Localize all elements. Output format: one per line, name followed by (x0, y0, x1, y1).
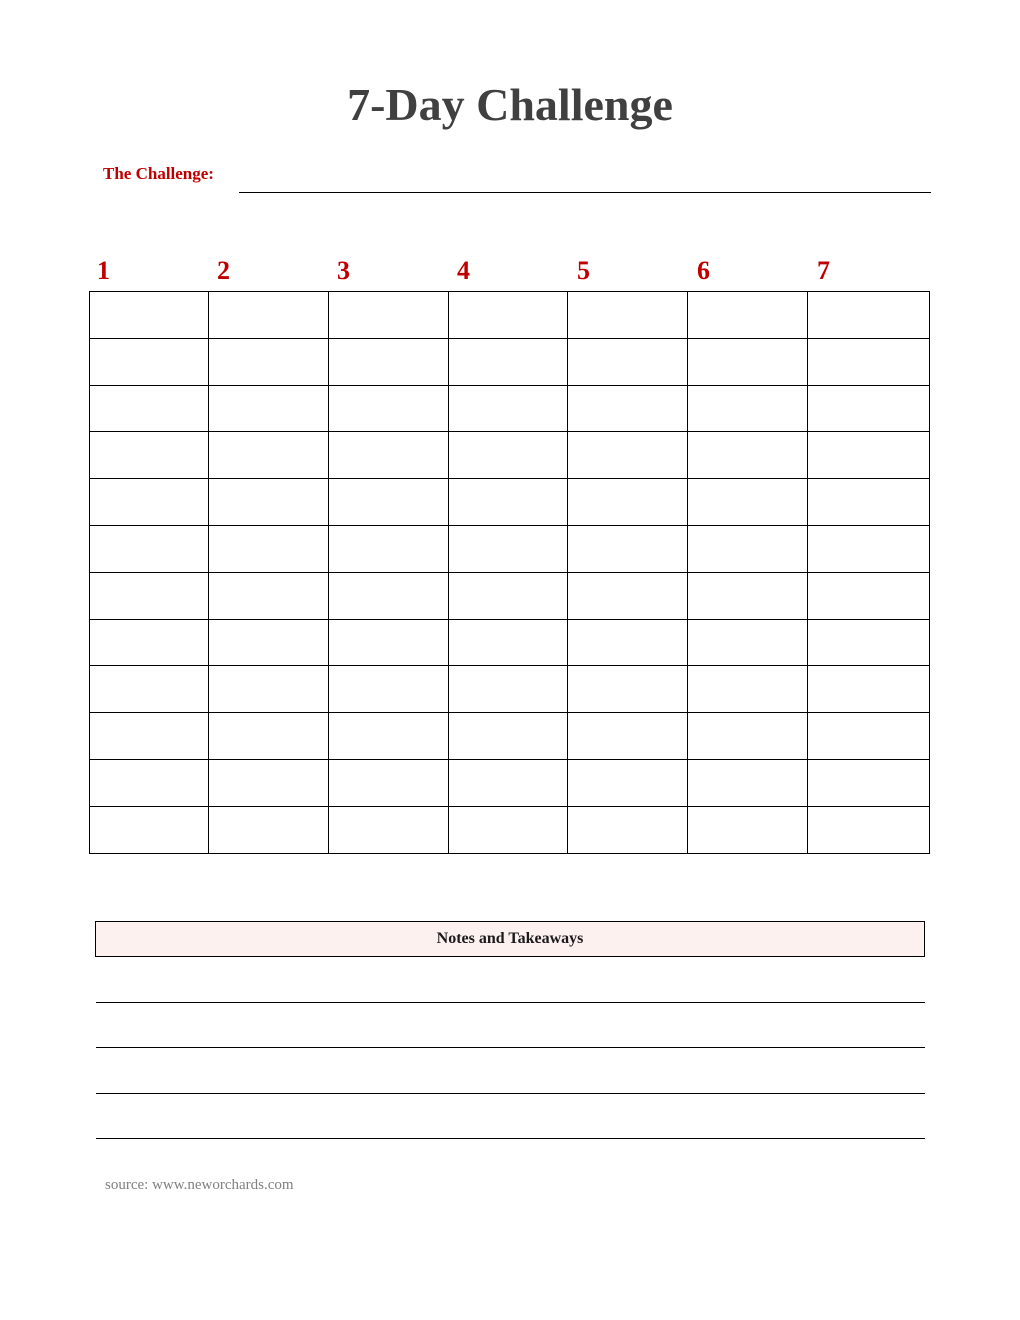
tracker-cell[interactable] (448, 619, 568, 666)
tracker-grid (89, 291, 930, 854)
day-number-1: 1 (97, 256, 110, 285)
tracker-cell[interactable] (808, 525, 930, 572)
day-number-3: 3 (337, 256, 350, 285)
tracker-cell[interactable] (90, 759, 209, 806)
tracker-cell[interactable] (90, 385, 209, 432)
tracker-cell[interactable] (448, 432, 568, 479)
tracker-cell[interactable] (328, 572, 448, 619)
tracker-cell[interactable] (808, 292, 930, 339)
tracker-cell[interactable] (208, 759, 328, 806)
tracker-cell[interactable] (448, 759, 568, 806)
tracker-cell[interactable] (328, 385, 448, 432)
tracker-cell[interactable] (688, 479, 808, 526)
tracker-cell[interactable] (328, 713, 448, 760)
tracker-cell[interactable] (448, 713, 568, 760)
tracker-cell[interactable] (448, 338, 568, 385)
tracker-cell[interactable] (328, 479, 448, 526)
source-credit: source: www.neworchards.com (105, 1177, 294, 1193)
tracker-cell[interactable] (568, 338, 688, 385)
tracker-cell[interactable] (90, 338, 209, 385)
tracker-cell[interactable] (808, 759, 930, 806)
day-number-2: 2 (217, 256, 230, 285)
day-number-4: 4 (457, 256, 470, 285)
table-row (90, 432, 930, 479)
tracker-cell[interactable] (448, 292, 568, 339)
tracker-cell[interactable] (568, 479, 688, 526)
tracker-cell[interactable] (328, 338, 448, 385)
tracker-cell[interactable] (328, 619, 448, 666)
tracker-cell[interactable] (688, 385, 808, 432)
tracker-cell[interactable] (688, 525, 808, 572)
table-row (90, 292, 930, 339)
day-number-7: 7 (817, 256, 830, 285)
tracker-cell[interactable] (448, 806, 568, 853)
tracker-cell[interactable] (208, 292, 328, 339)
tracker-cell[interactable] (568, 619, 688, 666)
table-row (90, 759, 930, 806)
day-number-5: 5 (577, 256, 590, 285)
table-row (90, 666, 930, 713)
tracker-cell[interactable] (688, 619, 808, 666)
table-row (90, 619, 930, 666)
tracker-cell[interactable] (568, 292, 688, 339)
tracker-cell[interactable] (90, 572, 209, 619)
tracker-cell[interactable] (208, 619, 328, 666)
tracker-cell[interactable] (448, 572, 568, 619)
tracker-cell[interactable] (208, 806, 328, 853)
tracker-cell[interactable] (808, 479, 930, 526)
tracker-cell[interactable] (448, 666, 568, 713)
tracker-cell[interactable] (208, 479, 328, 526)
tracker-cell[interactable] (568, 572, 688, 619)
tracker-cell[interactable] (90, 619, 209, 666)
tracker-cell[interactable] (328, 432, 448, 479)
tracker-cell[interactable] (90, 666, 209, 713)
tracker-cell[interactable] (808, 432, 930, 479)
tracker-cell[interactable] (808, 572, 930, 619)
table-row (90, 713, 930, 760)
note-line[interactable] (96, 1138, 925, 1139)
note-line[interactable] (96, 1047, 925, 1048)
tracker-cell[interactable] (568, 759, 688, 806)
tracker-cell[interactable] (208, 572, 328, 619)
tracker-cell[interactable] (328, 759, 448, 806)
tracker-cell[interactable] (328, 525, 448, 572)
tracker-cell[interactable] (208, 338, 328, 385)
tracker-cell[interactable] (90, 806, 209, 853)
notes-header: Notes and Takeaways (95, 921, 925, 957)
table-row (90, 572, 930, 619)
tracker-cell[interactable] (208, 525, 328, 572)
day-number-6: 6 (697, 256, 710, 285)
tracker-cell[interactable] (328, 806, 448, 853)
tracker-cell[interactable] (90, 479, 209, 526)
tracker-cell[interactable] (208, 713, 328, 760)
tracker-cell[interactable] (328, 292, 448, 339)
tracker-cell[interactable] (568, 525, 688, 572)
table-row (90, 479, 930, 526)
tracker-cell[interactable] (90, 525, 209, 572)
tracker-cell[interactable] (688, 759, 808, 806)
tracker-cell[interactable] (688, 806, 808, 853)
tracker-cell[interactable] (568, 385, 688, 432)
tracker-cell[interactable] (808, 385, 930, 432)
tracker-cell[interactable] (448, 479, 568, 526)
day-number-header (89, 256, 930, 290)
tracker-cell[interactable] (808, 713, 930, 760)
tracker-cell[interactable] (688, 292, 808, 339)
tracker-cell[interactable] (808, 619, 930, 666)
tracker-cell[interactable] (808, 806, 930, 853)
note-line[interactable] (96, 1093, 925, 1094)
tracker-cell[interactable] (448, 525, 568, 572)
tracker-cell[interactable] (568, 713, 688, 760)
tracker-cell[interactable] (688, 572, 808, 619)
tracker-cell[interactable] (568, 432, 688, 479)
page-title: 7-Day Challenge (347, 79, 673, 130)
tracker-cell[interactable] (208, 666, 328, 713)
table-row (90, 806, 930, 853)
table-row (90, 338, 930, 385)
table-row (90, 385, 930, 432)
challenge-label: The Challenge: (103, 164, 214, 183)
tracker-cell[interactable] (688, 432, 808, 479)
tracker-cell[interactable] (90, 292, 209, 339)
tracker-cell[interactable] (90, 713, 209, 760)
tracker-cell[interactable] (328, 666, 448, 713)
table-row (90, 525, 930, 572)
tracker-cell[interactable] (808, 338, 930, 385)
tracker-cell[interactable] (90, 432, 209, 479)
tracker-cell[interactable] (568, 666, 688, 713)
tracker-cell[interactable] (688, 713, 808, 760)
tracker-cell[interactable] (808, 666, 930, 713)
tracker-cell[interactable] (688, 666, 808, 713)
tracker-cell[interactable] (208, 432, 328, 479)
tracker-cell[interactable] (568, 806, 688, 853)
challenge-input-line[interactable] (239, 192, 931, 193)
tracker-cell[interactable] (208, 385, 328, 432)
tracker-cell[interactable] (448, 385, 568, 432)
note-line[interactable] (96, 1002, 925, 1003)
tracker-cell[interactable] (688, 338, 808, 385)
